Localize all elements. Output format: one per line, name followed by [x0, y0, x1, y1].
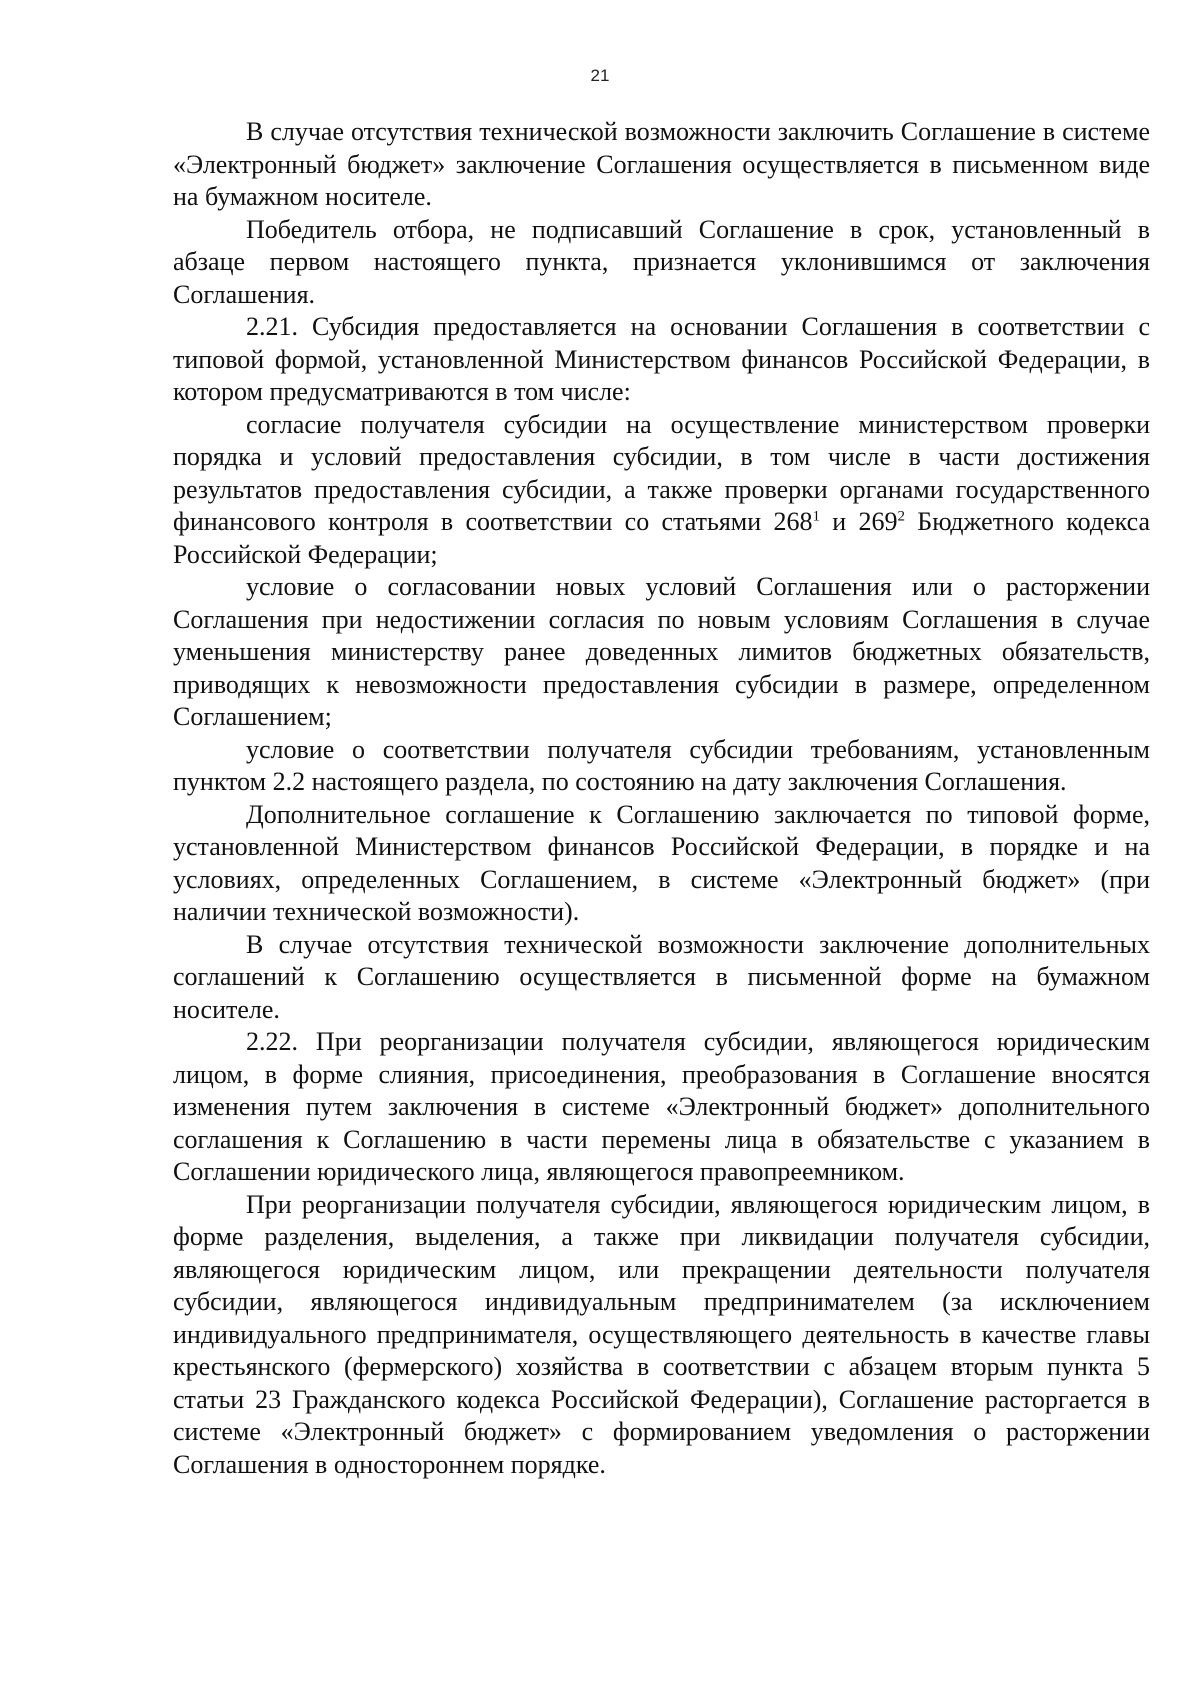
paragraph-4-text-middle: и 269: [819, 507, 898, 536]
paragraph-2: Победитель отбора, не подписавший Соглашение в срок, установленный в абзаце первом настоящего пункта, признается уклонившимся от заключения Соглашения.: [173, 214, 1150, 309]
paragraph-10: При реорганизации получателя субсидии, являющегося юридическим лицом, в форме разделения, выделения, а также при ликвидации получателя субсидии, являющегося юридическим лицом, или прекращении деятельности получателя субсидии, являющегося индивидуальным предпринимателем (за исключением индивидуального предпринимателя, осуществляющего деятельность в качестве главы крестьянского (фермерского) хозяйства в соответствии с абзацем вторым пункта 5 статьи 23 Гражданского кодекса Российской Федерации), Соглашение расторгается в системе «Электронный бюджет» с формированием уведомления о расторжении Соглашения в одностороннем порядке.: [173, 1189, 1150, 1479]
paragraph-3-clause-2-21: 2.21. Субсидия предоставляется на основании Соглашения в соответствии с типовой формой, установленной Министерством финансов Российской Федерации, в котором предусматриваются в том числе:: [173, 312, 1150, 406]
paragraph-4-text-start: согласие получателя субсидии на осуществление министерством проверки порядка и условий предоставления субсидии, в том числе в части достижения результатов предоставления субсидии, а также проверки органами государственного финансового контроля в соответствии со статьями 268: [173, 409, 1150, 536]
paragraph-4: [173, 409, 1150, 572]
paragraph-9-clause-2-22: 2.22. При реорганизации получателя субсидии, являющегося юридическим лицом, в форме слияния, присоединения, преобразования в Соглашение вносятся изменения путем заключения в системе «Электронный бюджет» дополнительного соглашения к Соглашению в части перемены лица в обязательстве с указанием в Соглашении юридического лица, являющегося правопреемником.: [173, 1027, 1150, 1186]
paragraph-8: В случае отсутствия технической возможности заключение дополнительных соглашений к Соглашению осуществляется в письменной форме на бумажном носителе.: [173, 929, 1150, 1024]
paragraph-1: В случае отсутствия технической возможности заключить Соглашение в системе «Электронный бюджет» заключение Соглашения осуществляется в письменном виде на бумажном носителе.: [173, 117, 1150, 211]
paragraph-7: Дополнительное соглашение к Соглашению заключается по типовой форме, установленной Министерством финансов Российской Федерации, в порядке и на условиях, определенных Соглашением, в системе «Электронный бюджет» (при наличии технической возможности).: [173, 799, 1150, 926]
superscript-2: 2: [897, 508, 905, 525]
paragraph-4-text-end: Бюджетного кодекса Российской Федерации;: [173, 507, 1150, 569]
page-number: 21: [590, 66, 610, 85]
paragraph-5: условие о согласовании новых условий Соглашения или о расторжении Соглашения при недостижении согласия по новым условиям Соглашения в случае уменьшения министерству ранее доведенных лимитов бюджетных обязательств, приводящих к невозможности предоставления субсидии в размере, определенном Соглашением;: [173, 572, 1150, 731]
paragraph-6: условие о соответствии получателя субсидии требованиям, установленным пунктом 2.2 настоящего раздела, по состоянию на дату заключения Соглашения.: [173, 734, 1150, 796]
superscript-1: 1: [812, 508, 820, 525]
document-body: [173, 116, 1150, 1481]
